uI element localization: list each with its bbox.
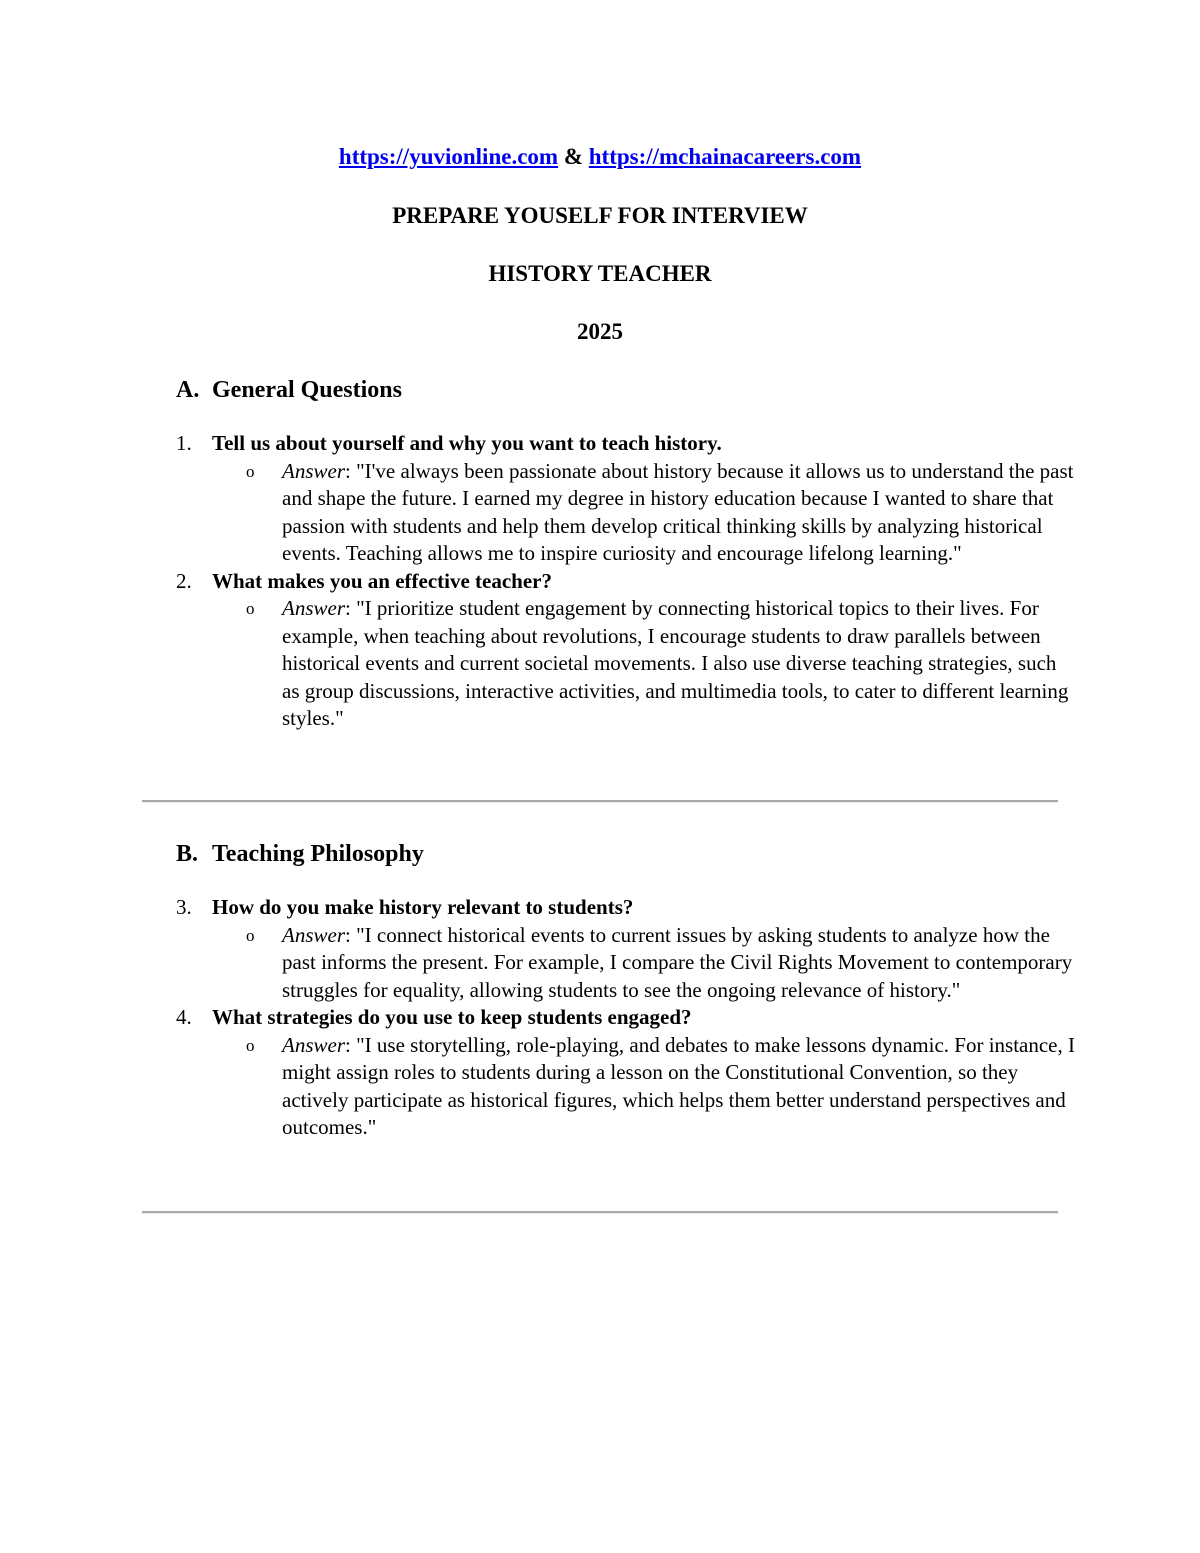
document-year: 2025 [577, 319, 623, 344]
yuvionline-link[interactable]: https://yuvionline.com [338, 144, 559, 169]
mchainacareers-link[interactable]: https://mchainacareers.com [588, 144, 862, 169]
answer-label: Answer [282, 1032, 345, 1057]
section-title: Teaching Philosophy [212, 841, 424, 867]
bullet-icon: o [246, 599, 255, 618]
answer-body [282, 922, 1076, 1005]
answer-body [282, 595, 1076, 733]
question-item [176, 568, 1076, 596]
question-number: 1. [176, 431, 192, 455]
question-number: 4. [176, 1005, 192, 1029]
bullet-icon: o [246, 925, 255, 945]
answer-text: : "I connect historical events to current issues by asking students to analyze how the past informs the present. For example, I compare the Civil Rights Movement to contemporary struggles for equality, allowing students to see the ongoing relevance of history." [282, 922, 1073, 1002]
answer-item [246, 922, 1076, 1005]
horizontal-divider [142, 1211, 1058, 1214]
question-item [176, 1004, 1076, 1032]
question-number: 3. [176, 895, 192, 919]
question-text: How do you make history relevant to students? [212, 895, 634, 919]
section-title: General Questions [212, 377, 402, 403]
question-item [176, 430, 1076, 458]
section-heading-general-questions [176, 375, 402, 405]
question-list-general [176, 430, 1076, 733]
bullet-icon: o [246, 461, 255, 481]
answer-item [246, 1032, 1076, 1142]
answer-body [282, 1032, 1076, 1142]
answer-item [246, 595, 1076, 733]
question-text: Tell us about yourself and why you want to teach history. [212, 431, 722, 455]
section-letter: B. [176, 841, 199, 867]
document-title: PREPARE YOUSELF FOR INTERVIEW [392, 203, 808, 228]
question-text: What strategies do you use to keep students engaged? [212, 1005, 692, 1029]
section-heading-teaching-philosophy [176, 839, 424, 869]
answer-item [246, 458, 1076, 568]
bullet-icon: o [246, 1035, 255, 1055]
answer-label: Answer [282, 458, 345, 483]
answer-body [282, 458, 1076, 568]
question-number: 2. [176, 568, 192, 593]
horizontal-divider [142, 800, 1058, 803]
question-item [176, 894, 1076, 922]
section-letter: A. [176, 377, 200, 403]
answer-text: : "I've always been passionate about history because it allows us to understand the past and shape the future. I earned my degree in history education because I wanted to share that passion with students and help them develop critical thinking skills by analyzing historical events. Teaching allows me to inspire curiosity and encourage lifelong learning." [282, 458, 1074, 565]
document-subtitle: HISTORY TEACHER [488, 261, 712, 286]
question-text: What makes you an effective teacher? [212, 568, 552, 593]
question-list-philosophy [176, 894, 1076, 1142]
header-links [0, 142, 1200, 172]
ampersand: & [563, 144, 583, 169]
answer-label: Answer [282, 922, 345, 947]
answer-text: : "I prioritize student engagement by connecting historical topics to their lives. For example, when teaching about revolutions, I encourage students to draw parallels between historical events and current societal movements. I also use diverse teaching strategies, such as group discussions, interactive activities, and multimedia tools, to cater to different learning styles." [282, 596, 1069, 730]
answer-label: Answer [282, 596, 345, 620]
answer-text: : "I use storytelling, role-playing, and debates to make lessons dynamic. For instance, I might assign roles to students during a lesson on the Constitutional Convention, so they actively participate as historical figures, which helps them better understand perspectives and outcomes." [282, 1032, 1075, 1139]
